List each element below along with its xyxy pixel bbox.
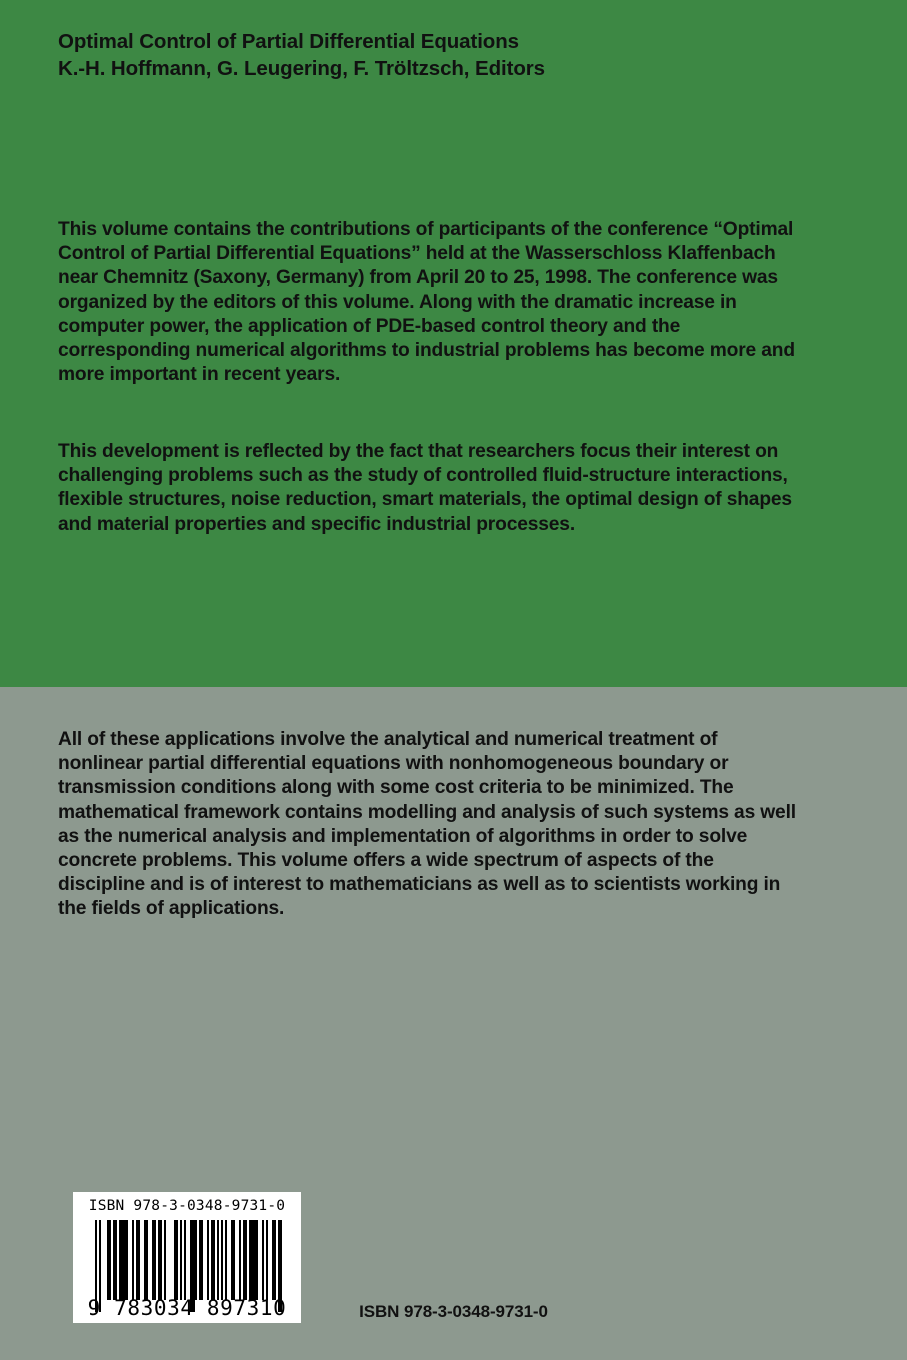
isbn-footer: ISBN 978-3-0348-9731-0 (359, 1302, 548, 1321)
barcode-isbn-label: ISBN 978-3-0348-9731-0 (88, 1198, 286, 1214)
barcode-bars (95, 1220, 285, 1300)
blurb-paragraph-2: This development is reflected by the fact that researchers focus their interest on challenging problems such as the study of controlled fluid-structure interactions, flexible structures, noise reduction, smart materials, the optimal design of shapes and material properties and specific industrial processes. (58, 441, 792, 535)
book-title: Optimal Control of Partial Differential Equations (58, 30, 519, 53)
barcode-digits: 9 783034 897310 (87, 1296, 287, 1320)
blurb-paragraph-1: This volume contains the contributions of participants of the conference “Optimal Control of Partial Differential Equations” held at the Wasserschloss Klaffenbach near Chemnitz (Saxony, Germany) from April 20 to 25, 1998. The conference was organized by the editors of this volume. Along with the dramatic increase in computer power, the application of PDE-based control theory and the corresponding numerical algorithms to industrial problems has become more and more important in recent years. (58, 219, 795, 386)
book-editors: K.-H. Hoffmann, G. Leugering, F. Tröltzsch, Editors (58, 57, 545, 80)
title-block (58, 28, 848, 82)
blurb-paragraph-3: All of these applications involve the analytical and numerical treatment of nonlinear partial differential equations with nonhomogeneous boundary or transmission conditions along with some cost criteria to be minimized. The mathematical framework contains modelling and analysis of such systems as well as the numerical analysis and implementation of algorithms in order to solve concrete problems. This volume offers a wide spectrum of aspects of the discipline and is of interest to mathematicians as well as to scientists working in the fields of applications. (58, 729, 796, 920)
